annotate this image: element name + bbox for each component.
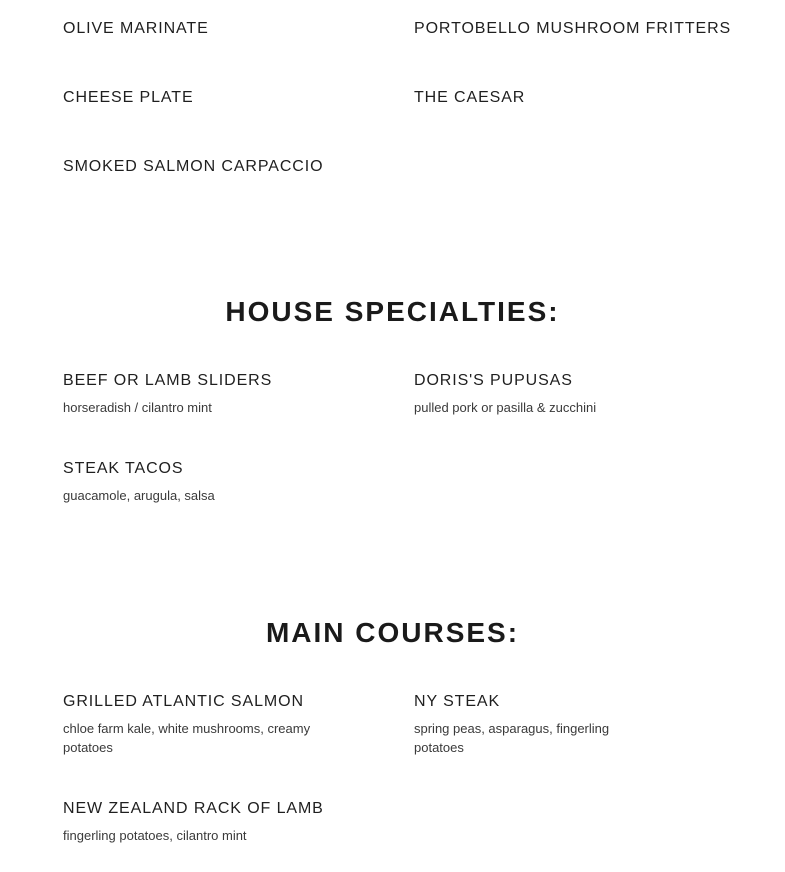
menu-item-atlantic-salmon: [63, 692, 353, 757]
item-name: PORTOBELLO MUSHROOM FRITTERS: [414, 20, 732, 37]
item-name: STEAK TACOS: [63, 460, 184, 477]
menu-item-olive-marinate: [63, 19, 353, 39]
section-title-house-specialties: HOUSE SPECIALTIES:: [225, 296, 560, 327]
menu-item-pupusas: [414, 371, 734, 417]
item-name: OLIVE MARINATE: [63, 20, 209, 37]
item-name: NEW ZEALAND RACK OF LAMB: [63, 800, 324, 817]
menu-item-cheese-plate: [63, 88, 353, 108]
item-name: THE CAESAR: [414, 89, 526, 106]
menu-item-ny-steak: [414, 692, 734, 757]
item-description: fingerling potatoes, cilantro mint: [63, 828, 247, 843]
item-name: CHEESE PLATE: [63, 89, 194, 106]
item-description: spring peas, asparagus, fingerling potatoes: [414, 721, 610, 755]
menu-item-sliders: [63, 371, 353, 417]
item-name: GRILLED ATLANTIC SALMON: [63, 693, 304, 710]
item-name: BEEF OR LAMB SLIDERS: [63, 372, 273, 389]
menu-item-portobello-fritters: [414, 19, 734, 39]
menu-item-steak-tacos: [63, 459, 353, 505]
menu-item-rack-of-lamb: [63, 799, 353, 845]
item-description: chloe farm kale, white mushrooms, creamy potatoes: [63, 721, 311, 755]
item-name: DORIS'S PUPUSAS: [414, 372, 573, 389]
item-name: NY STEAK: [414, 693, 501, 710]
item-description: guacamole, arugula, salsa: [63, 488, 215, 503]
menu-item-the-caesar: [414, 88, 734, 108]
menu-item-smoked-salmon-carpaccio: [63, 157, 353, 177]
item-name: SMOKED SALMON CARPACCIO: [63, 158, 324, 175]
item-description: pulled pork or pasilla & zucchini: [414, 400, 597, 415]
section-title-main-courses: MAIN COURSES:: [265, 617, 520, 648]
item-description: horseradish / cilantro mint: [63, 400, 212, 415]
